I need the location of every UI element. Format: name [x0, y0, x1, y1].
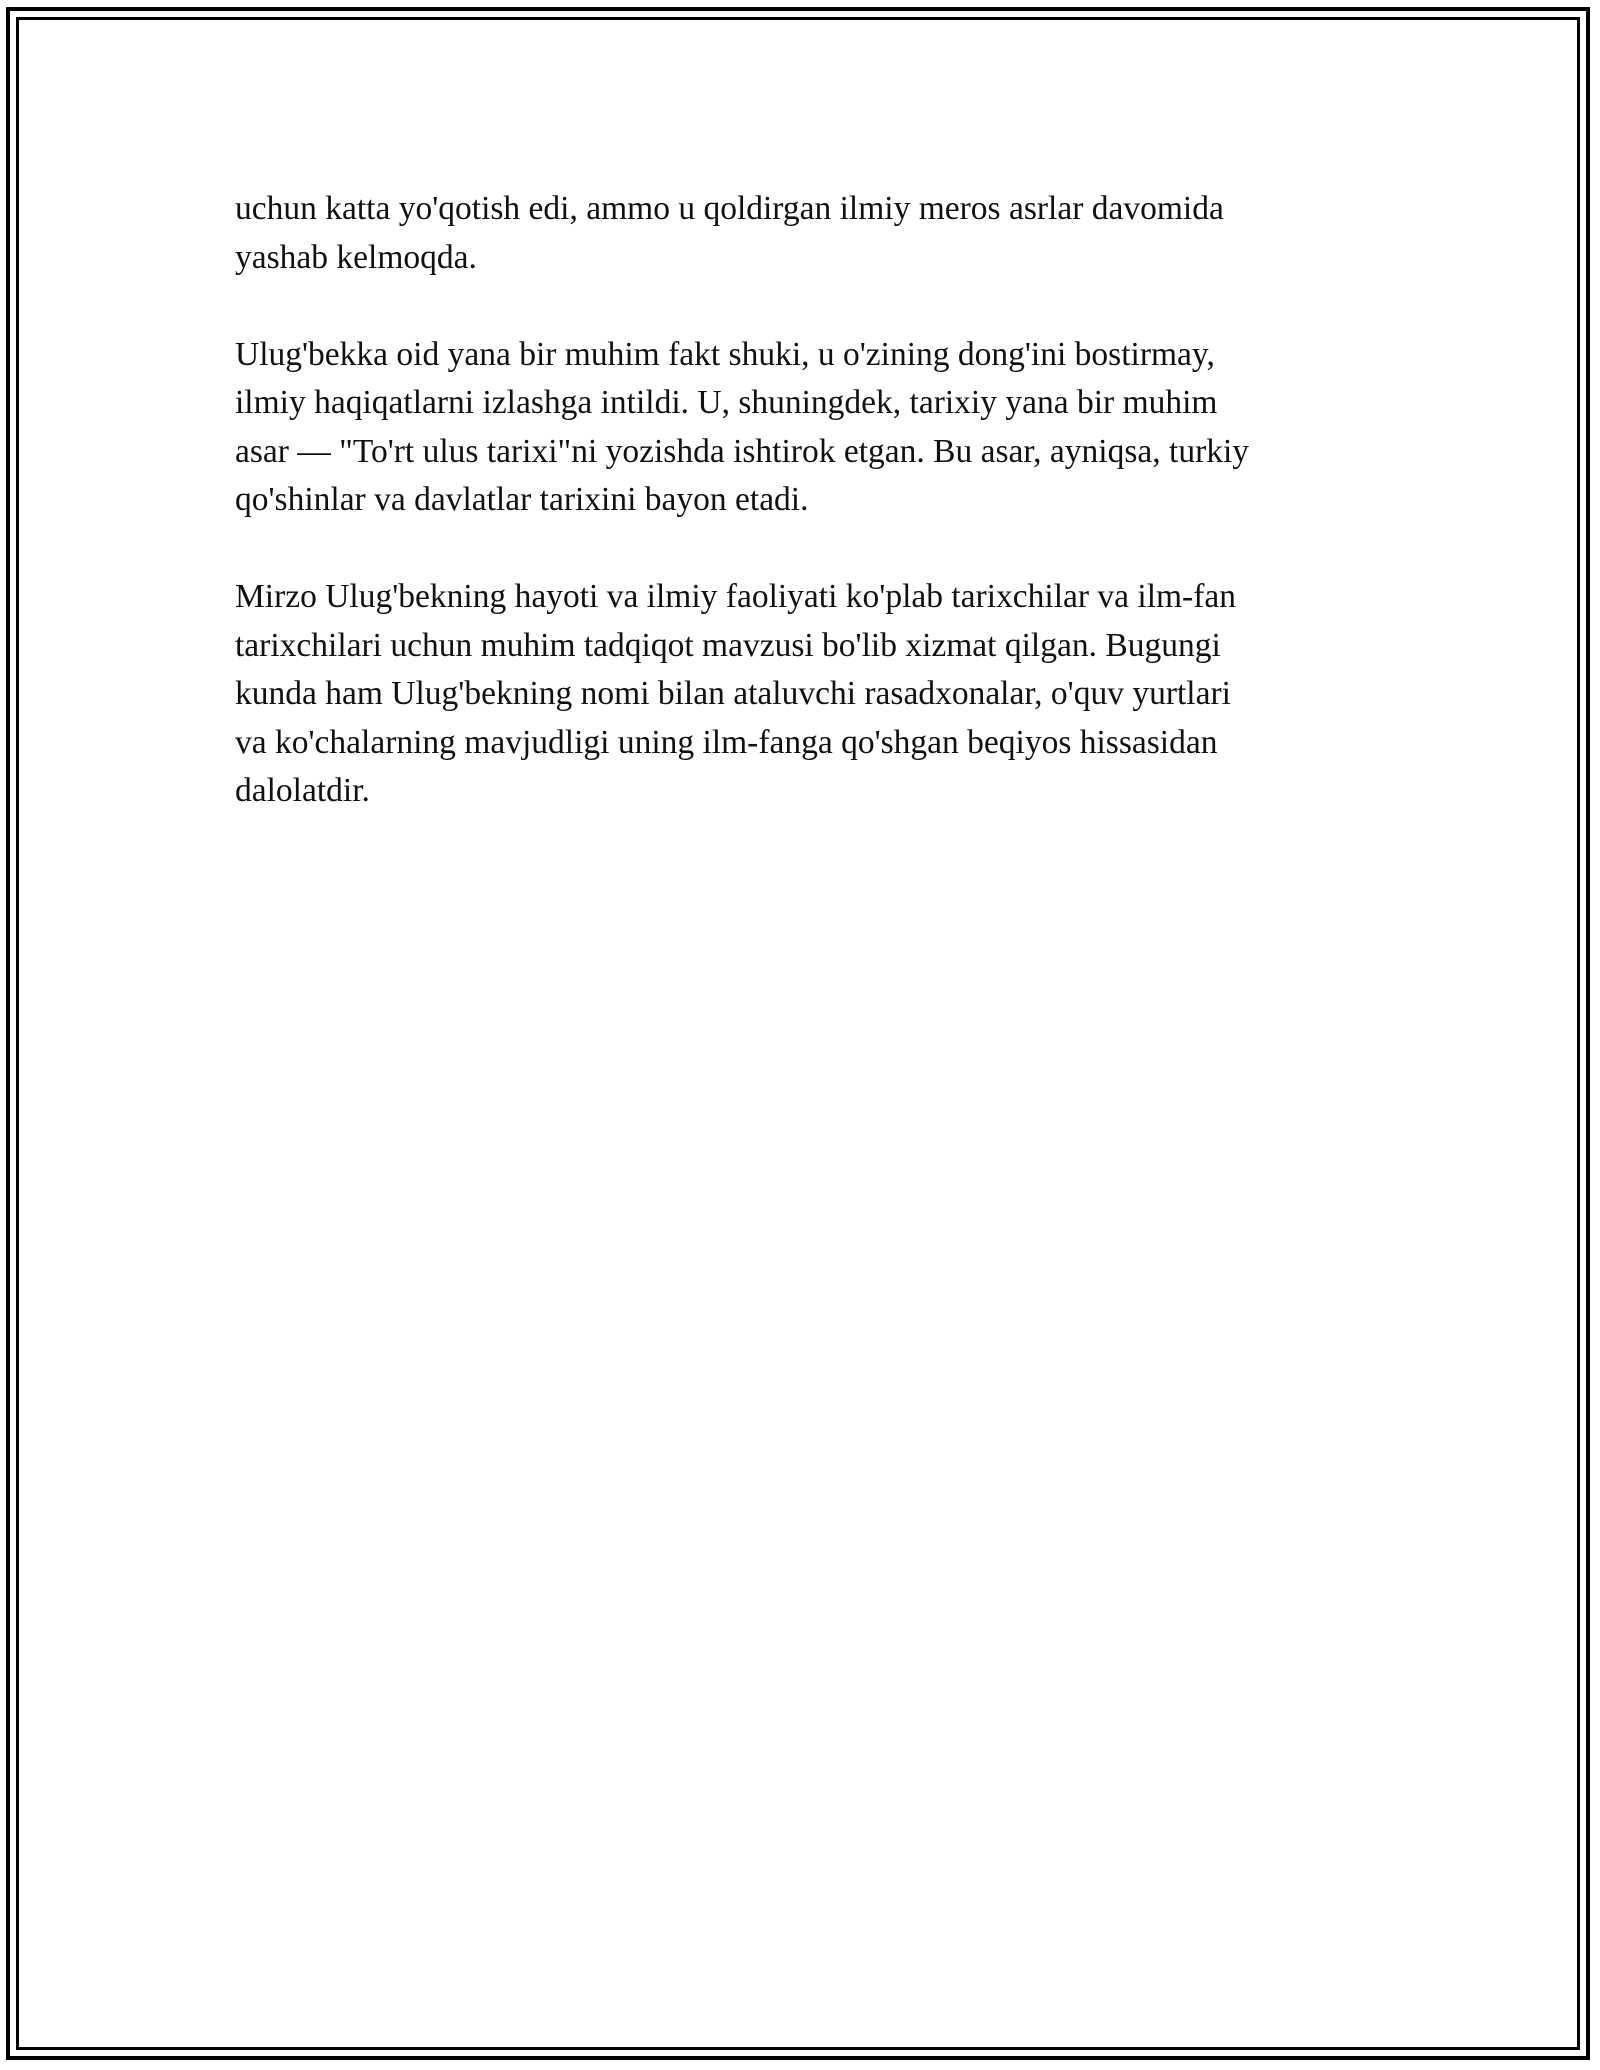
document-body — [235, 185, 1365, 864]
paragraph-3: Mirzo Ulug'bekning hayoti va ilmiy faoliyati ko'plab tarixchilar va ilm-fan tarixchilari uchun muhim tadqiqot mavzusi bo'lib xizmat qilgan. Bugungi kunda ham Ulug'bekning nomi bilan ataluvchi rasadxonalar, o'quv yurtlari va ko'chalarning mavjudligi uning ilm-fanga qo'shgan beqiyos hissasidan dalolatdir. — [235, 578, 1236, 809]
paragraph-2: Ulug'bekka oid yana bir muhim fakt shuki, u o'zining dong'ini bostirmay, ilmiy haqiqatlarni izlashga intildi. U, shuningdek, tarixiy yana bir muhim asar — "To'rt ulus tarixi"ni yozishda ishtirok etgan. Bu asar, ayniqsa, turkiy qo'shinlar va davlatlar tarixini bayon etadi. — [235, 335, 1250, 518]
paragraph-1: uchun katta yo'qotish edi, ammo u qoldirgan ilmiy meros asrlar davomida yashab kelmoqda. — [235, 190, 1224, 276]
